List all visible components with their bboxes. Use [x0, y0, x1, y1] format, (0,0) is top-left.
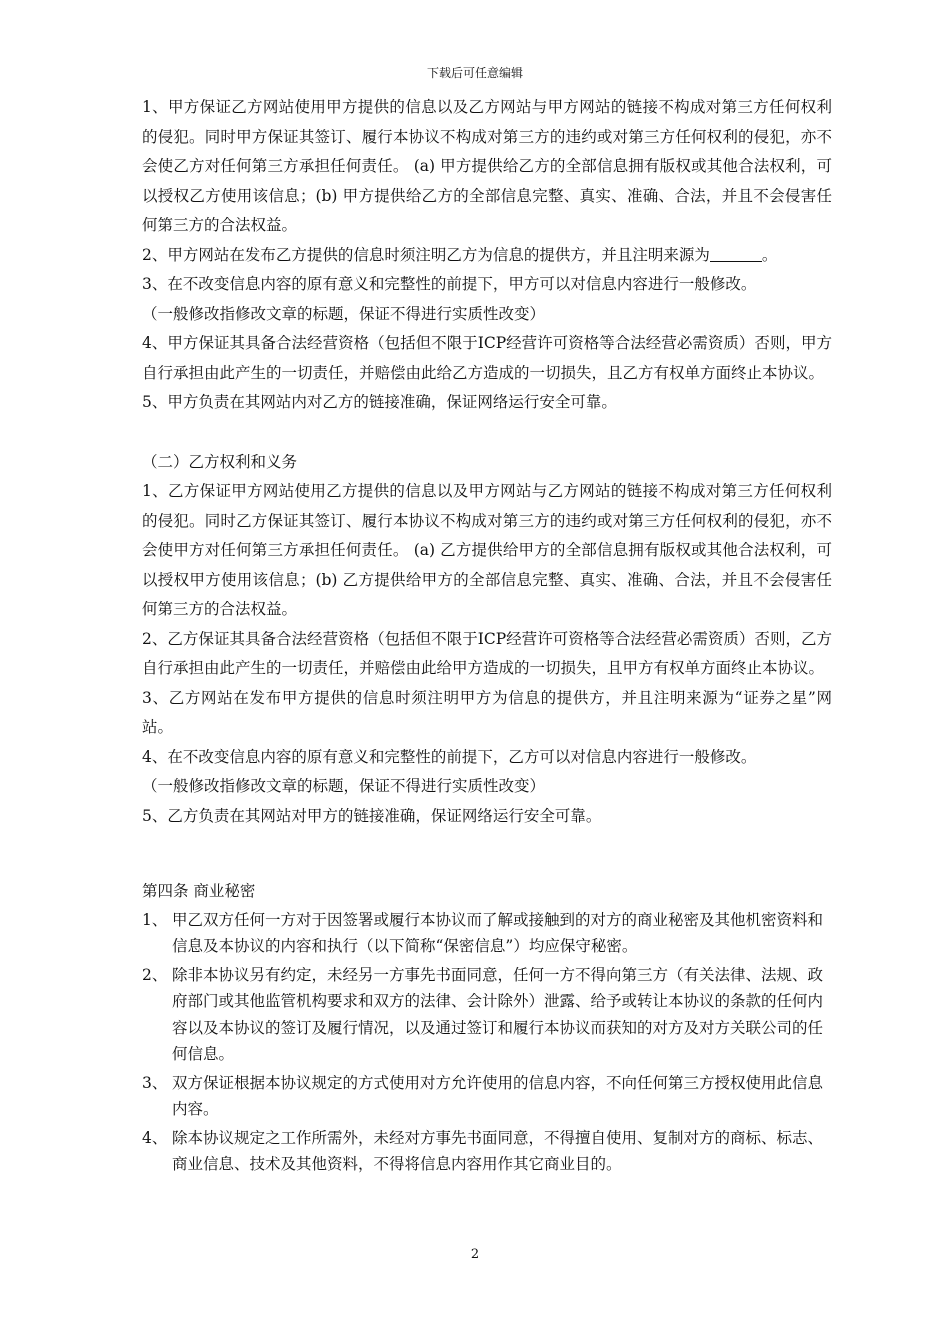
page-number: 2	[470, 1247, 480, 1262]
item-text: 甲乙双方任何一方对于因签署或履行本协议而了解或接触到的对方的商业秘密及其他机密资料和信息及本协议的内容和执行（以下简称“保密信息”）均应保守秘密。	[172, 910, 824, 955]
party-b-clause-4-note: （一般修改指修改文章的标题，保证不得进行实质性改变）	[142, 777, 546, 795]
item-number: 1、	[142, 910, 168, 929]
party-a-clause-3-note: （一般修改指修改文章的标题，保证不得进行实质性改变）	[142, 304, 546, 323]
party-a-clause-2-text: 2、甲方网站在发布乙方提供的信息时须注明乙方为信息的提供方，并且注明来源为	[142, 245, 710, 264]
party-a-clause-4: 4、甲方保证其具备合法经营资格（包括但不限于ICP经营许可资格等合法经营必需资质）否则，甲方自行承担由此产生的一切责任，并赔偿由此给乙方造成的一切损失，且乙方有权单方面终止本协议。	[142, 334, 832, 382]
party-a-clause-3: 3、在不改变信息内容的原有意义和完整性的前提下，甲方可以对信息内容进行一般修改。	[142, 275, 757, 293]
article-4-item-1	[142, 907, 832, 960]
party-b-clause-1: 1、乙方保证甲方网站使用乙方提供的信息以及甲方网站与乙方网站的链接不构成对第三方任何权利的侵犯。同时乙方保证其签订、履行本协议不构成对第三方的违约或对第三方任何权利的侵犯，亦不会使甲方对任何第三方承担任何责任。 (a) 乙方提供给甲方的全部信息拥有版权或其他合法权利，可以授权甲方使用该信息；(b) 乙方提供给甲方的全部信息完整、真实、准确、合法，并且不会侵害任何第三方的合法权益。	[142, 482, 832, 618]
party-a-clause-5: 5、甲方负责在其网站内对乙方的链接准确，保证网络运行安全可靠。	[142, 393, 617, 411]
party-a-clause-1: 1、甲方保证乙方网站使用甲方提供的信息以及乙方网站与甲方网站的链接不构成对第三方任何权利的侵犯。同时甲方保证其签订、履行本协议不构成对第三方的违约或对第三方任何权利的侵犯，亦不会使乙方对任何第三方承担任何责任。 (a) 甲方提供给乙方的全部信息拥有版权或其他合法权利，可以授权乙方使用该信息；(b) 甲方提供给乙方的全部信息完整、真实、准确、合法，并且不会侵害任何第三方的合法权益。	[142, 98, 832, 234]
party-b-clause-2: 2、乙方保证其具备合法经营资格（包括但不限于ICP经营许可资格等合法经营必需资质）否则，乙方自行承担由此产生的一切责任，并赔偿由此给甲方造成的一切损失，且甲方有权单方面终止本协议。	[142, 629, 832, 677]
article-4-item-3	[142, 1070, 832, 1123]
item-text: 除非本协议另有约定，未经另一方事先书面同意，任何一方不得向第三方（有关法律、法规、政府部门或其他监管机构要求和双方的法律、会计除外）泄露、给予或转让本协议的条款的任何内容以及本协议的签订及履行情况，以及通过签订和履行本协议而获知的对方及对方关联公司的任何信息。	[172, 965, 824, 1063]
item-text: 双方保证根据本协议规定的方式使用对方允许使用的信息内容，不向任何第三方授权使用此信息内容。	[172, 1073, 824, 1118]
document-body	[142, 93, 832, 1178]
page-header: 下载后可任意编辑	[426, 66, 523, 80]
article-4-heading: 第四条 商业秘密	[142, 882, 256, 900]
party-b-clause-4: 4、在不改变信息内容的原有意义和完整性的前提下，乙方可以对信息内容进行一般修改。	[142, 747, 757, 766]
item-number: 2、	[142, 965, 168, 984]
article-4-item-2	[142, 962, 832, 1068]
item-number: 3、	[142, 1073, 168, 1092]
item-text: 除本协议规定之工作所需外，未经对方事先书面同意，不得擅自使用、复制对方的商标、标志、商业信息、技术及其他资料，不得将信息内容用作其它商业目的。	[172, 1128, 824, 1173]
party-a-clause-2	[142, 241, 832, 271]
item-number: 4、	[142, 1128, 168, 1147]
source-blank-field	[710, 245, 762, 262]
party-b-clause-5: 5、乙方负责在其网站对甲方的链接准确，保证网络运行安全可靠。	[142, 806, 602, 825]
party-b-section-heading: （二）乙方权利和义务	[142, 452, 298, 471]
article-4-item-4	[142, 1125, 832, 1178]
party-b-clause-3: 3、乙方网站在发布甲方提供的信息时须注明甲方为信息的提供方，并且注明来源为“证券之星”网站。	[142, 688, 832, 736]
party-a-clause-2-end: 。	[761, 245, 778, 264]
